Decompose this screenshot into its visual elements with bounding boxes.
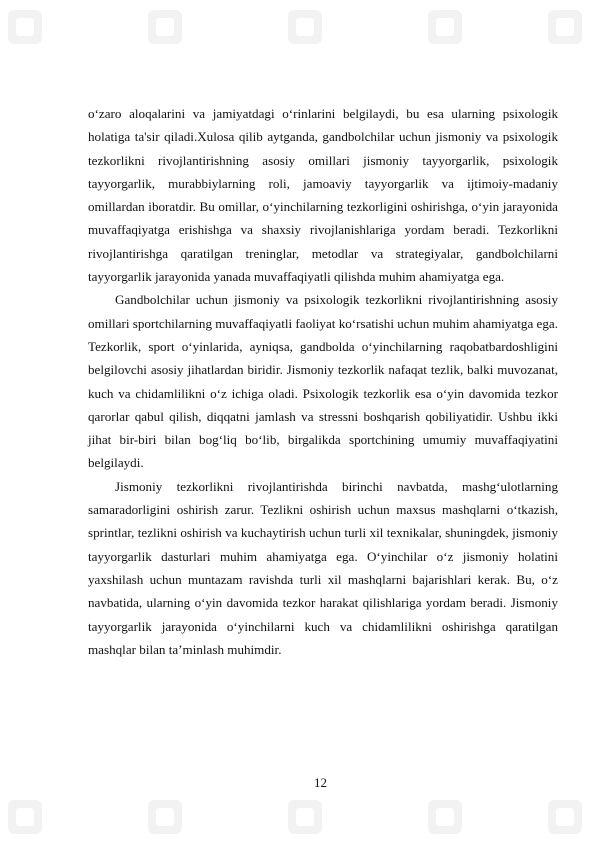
paragraph: Gandbolchilar uchun jismoniy va psixologik tezkorlikni rivojlantirishning asosiy omillari sportchilarning muvaffaqiyatli faoliyat ko‘rsatishi uchun muhim ahamiyatga ega. Tezkorlik, sport o‘yinlarida, ayniqsa, gandbolda o‘yinchilarning raqobatbardoshligini belgilovchi asosiy jihatlardan biridir. Jismoniy tezkorlik nafaqat tezlik, balki muvozanat, kuch va chidamlilikni o‘z ichiga oladi. Psixologik tezkorlik esa o‘yin davomida tezkor qarorlar qabul qilish, diqqatni jamlash va stressni boshqarish qobiliyatidir. Ushbu ikki jihat bir-biri bilan bog‘liq bo‘lib, birgalikda sportchining umumiy muvaffaqiyatini belgilaydi. [88, 292, 558, 471]
watermark-row-top [8, 10, 582, 44]
page-number: 12 [314, 775, 327, 790]
paragraph-continuation: o‘zaro aloqalarini va jamiyatdagi o‘rinlarini belgilaydi, bu esa ularning psixologik holatiga ta'sir qiladi.Xulosa qilib aytganda, gandbolchilar uchun jismoniy va psixologik tezkorlikni rivojlantirishning asosiy omillari jismoniy tayyorgarlik, psixologik tayyorgarlik, murabbiylarning roli, jamoaviy tayyorgarlik va ijtimoiy-madaniy omillardan iboratdir. Bu omillar, o‘yinchilarning tezkorligini oshirishga, o‘yin jarayonida muvaffaqiyatga erishishga va shaxsiy rivojlanishlariga yordam beradi. Tezkorlikni rivojlantirishga qaratilgan treninglar, metodlar va strategiyalar, gandbolchilarni tayyorgarlik jarayonida yanada muvaffaqiyatli qilishda muhim ahamiyatga ega. [88, 106, 558, 285]
watermark-row-bottom [8, 800, 582, 834]
body-text [88, 102, 558, 661]
paragraph: Jismoniy tezkorlikni rivojlantirishda birinchi navbatda, mashg‘ulotlarning samaradorligini oshirish zarur. Tezlikni oshirish uchun maxsus mashqlarni o‘tkazish, sprintlar, tezlikni oshirish va kuchaytirish uchun turli xil texnikalar, shuningdek, jismoniy tayyorgarlik dasturlari muhim ahamiyatga ega. O‘yinchilar o‘z jismoniy holatini yaxshilash uchun muntazam ravishda turli xil mashqlarni bajarishlari kerak. Bu, o‘z navbatida, ularning o‘yin davomida tezkor harakat qilishlariga yordam beradi. Jismoniy tayyorgarlik jarayonida o‘yinchilarni kuch va chidamlilikni oshirishga qaratilgan mashqlar bilan ta’minlash muhimdir. [88, 478, 558, 657]
